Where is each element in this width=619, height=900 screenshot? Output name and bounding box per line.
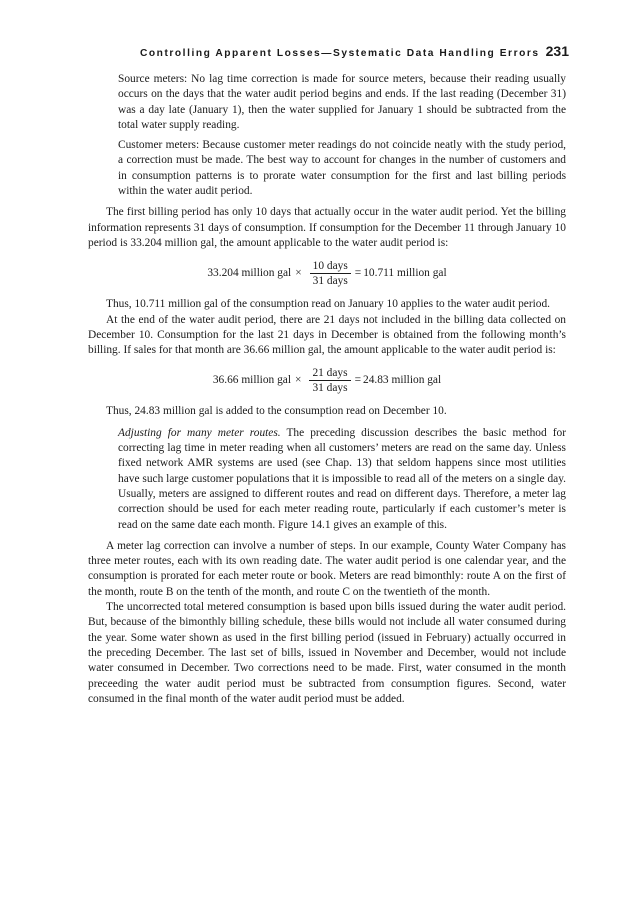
paragraph-uncorrected: The uncorrected total metered consumption is based upon bills issued during the water audit period. But, because of the bimonthly billing schedule, these bills would not include all water consumed during the year. Some water shown as used in the first billing period (issued in February) actually occurred in the preceding December. The last set of bills, issued in November and December, would not include water consumed in December. Two corrections need to be made. First, water consumed in the month preceeding the water audit period must be subtracted from consumption figures. Second, water consumed in the final month of the water audit period must be added.	[88, 601, 566, 705]
equals-operator: =	[354, 373, 361, 386]
page-body	[88, 70, 566, 707]
paragraph-first-billing: The first billing period has only 10 days that actually occur in the water audit period. Yet the billing information represents 31 days of consumption. If consumption for the December 11 through January 10 period is 33.204 million gal, the amount applicable to the water audit period is:	[88, 206, 566, 249]
paragraph-adjusting-routes	[118, 426, 566, 533]
fraction	[310, 259, 351, 288]
paragraph-source-meters: Source meters: No lag time correction is made for source meters, because their reading usually occurs on the days that the water audit period begins and ends. If the last reading (December 31) was a day late (January 1), then the water supplied for January 1 should be subtracted from the total water supply reading.	[118, 73, 566, 131]
equation-first-period	[88, 253, 566, 293]
fraction-denominator: 31 days	[312, 274, 348, 287]
fraction-denominator: 31 days	[312, 381, 348, 394]
paragraph-end-period: At the end of the water audit period, there are 21 days not included in the billing data collected on December 10. Consumption for the last 21 days in December is obtained from the following month’s billing. If sales for that month are 36.66 million gal, the amount applicable to the water audit period is:	[88, 313, 566, 357]
paragraph-lag-steps: A meter lag correction can involve a number of steps. In our example, County Water Company has three meter routes, each with its own reading date. The water audit period is one calendar year, and the consumption is prorated for each meter route or book. Meters are read bimonthly: route A on the first of the month, route B on the tenth of the month, and route C on the twentieth of the month.	[88, 539, 566, 598]
equals-operator: =	[354, 266, 362, 279]
fraction	[309, 366, 350, 395]
adjusting-heading: Adjusting for many meter routes.	[118, 426, 281, 439]
fraction-numerator: 21 days	[309, 366, 350, 381]
running-header	[140, 44, 569, 61]
page-number: 231	[545, 43, 569, 59]
paragraph-thus-first: Thus, 10.711 million gal of the consumption read on January 10 applies to the water audit period.	[106, 298, 551, 311]
adjusting-body: The preceding discussion describes the basic method for correcting lag time in meter reading when all customers’ meters are read on the same day. Unless fixed network AMR systems are used (see Chap. 13) that seldom happens since most utilities have such large customer populations that it is impossible to read all of the meters on a single day. Usually, meters are assigned to different routes and read on different days. Therefore, a meter lag correction should be used for each meter reading route, particularly if each customer’s meter is read on the same date each month. Figure 14.1 gives an example of this.	[118, 426, 566, 531]
paragraph-thus-second: Thus, 24.83 million gal is added to the consumption read on December 10.	[106, 405, 447, 418]
times-operator: ×	[295, 373, 302, 386]
running-title: Controlling Apparent Losses—Systematic Data Handling Errors	[140, 48, 540, 59]
times-operator: ×	[295, 266, 302, 279]
equation-left-term: 33.204 million gal	[207, 266, 292, 279]
equation-left-term: 36.66 million gal	[212, 373, 291, 386]
fraction-numerator: 10 days	[310, 259, 351, 274]
equation-last-period	[88, 360, 566, 400]
equation-result: 10.711 million gal	[363, 266, 447, 279]
equation-result: 24.83 million gal	[363, 373, 442, 386]
paragraph-customer-meters: Customer meters: Because customer meter readings do not coincide neatly with the study period, a correction must be made. The best way to account for changes in the number of customers and in consumption patterns is to prorate water consumption for the first and last billing periods within the water audit period.	[118, 139, 566, 198]
